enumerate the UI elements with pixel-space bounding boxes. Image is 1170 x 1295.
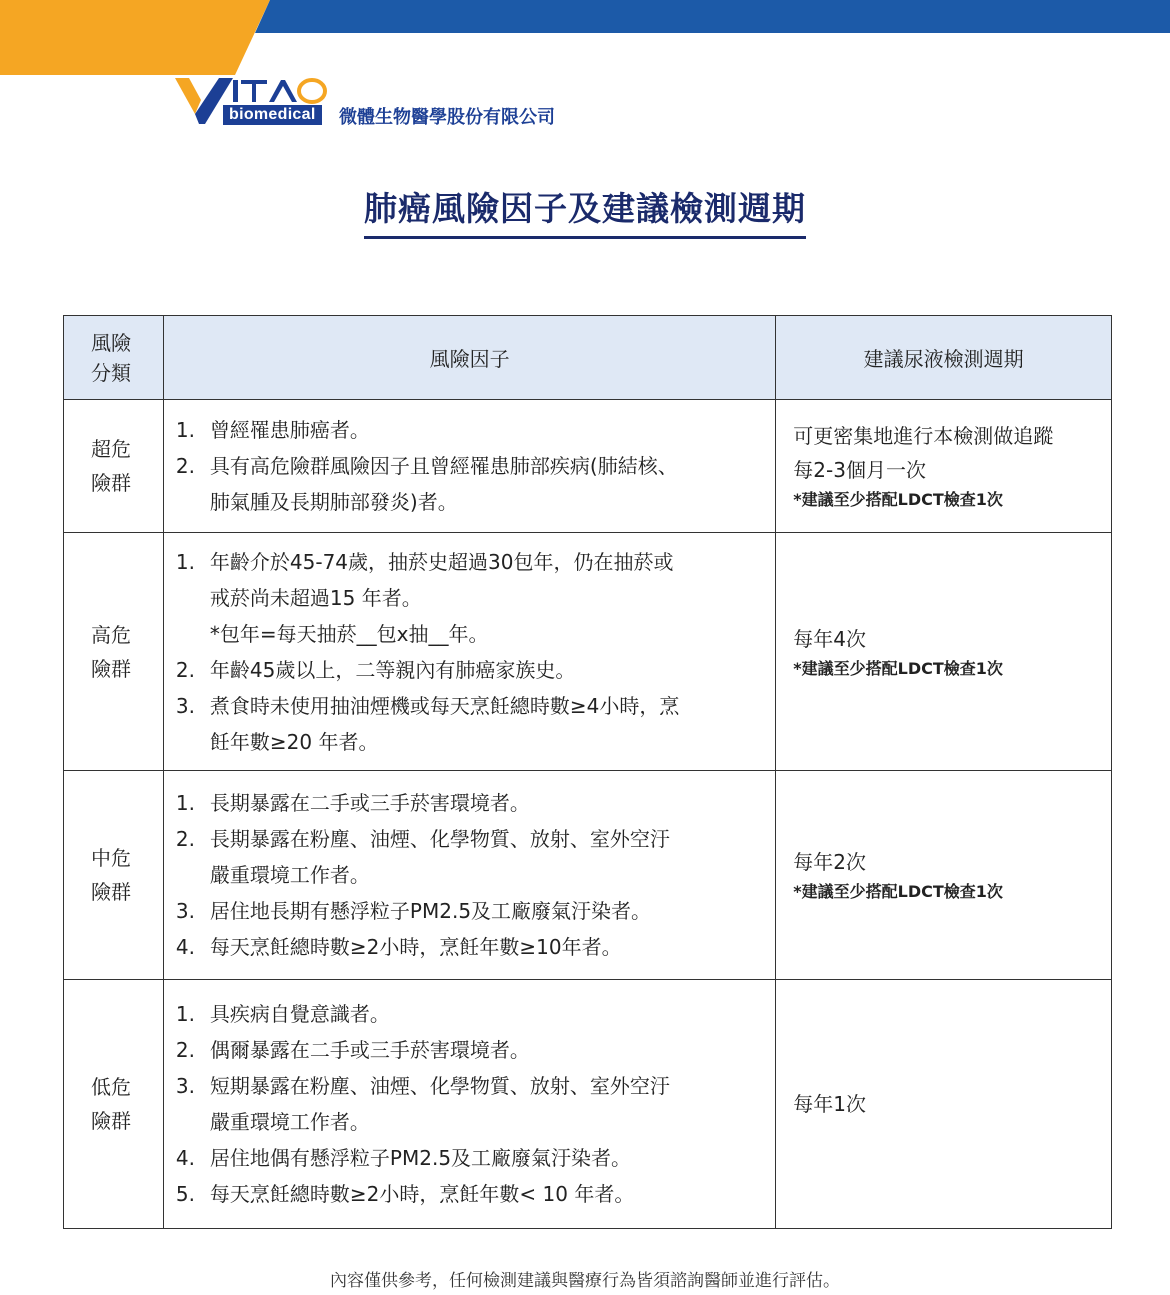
page-title-wrap [0, 183, 1170, 239]
item-number: 3. [175, 693, 196, 718]
ldct-note: *建議至少搭配LDCT檢查1次 [793, 882, 1003, 901]
item-number: 2. [175, 657, 196, 682]
category-line1: 高危 [91, 622, 131, 647]
category-line2: 險群 [91, 656, 131, 681]
disclaimer-footer: 內容僅供參考，任何檢測建議與醫療行為皆須諮詢醫師並進行評估。 [330, 1271, 840, 1291]
item-number: 2. [175, 827, 196, 851]
interval-text: 每年2次 [793, 850, 867, 874]
factor-text: 具有高危險群風險因子且曾經罹患肺部疾病(肺結核、 [209, 454, 678, 478]
factor-text: 每天烹飪總時數≥2小時，烹飪年數< 10 年者。 [209, 1182, 635, 1206]
category-line2: 險群 [91, 1109, 131, 1133]
factor-text: 長期暴露在粉塵、油煙、化學物質、放射、室外空汙 [209, 827, 670, 851]
interval-text: 每年4次 [793, 626, 867, 651]
category-line2: 險群 [91, 471, 131, 495]
item-number: 1. [175, 791, 196, 815]
factor-text: 飪年數≥20 年者。 [209, 729, 379, 754]
risk-category [64, 980, 164, 1229]
test-interval [776, 400, 1112, 533]
list-item [176, 1140, 767, 1176]
risk-factors [163, 771, 775, 980]
header-category-line1: 風險 [91, 330, 131, 355]
factor-text: 嚴重環境工作者。 [209, 1110, 370, 1134]
item-number: 3. [175, 1074, 196, 1098]
table-row [64, 400, 1112, 533]
factor-text: 長期暴露在二手或三手菸害環境者。 [209, 791, 530, 815]
factor-text: 年齡45歲以上，二等親內有肺癌家族史。 [209, 657, 576, 682]
factor-text: 每天烹飪總時數≥2小時，烹飪年數≥10年者。 [209, 935, 622, 959]
factor-text: 短期暴露在粉塵、油煙、化學物質、放射、室外空汙 [209, 1074, 670, 1098]
risk-factors [163, 400, 775, 533]
header-factors: 風險因子 [163, 316, 775, 400]
list-item [176, 1176, 767, 1212]
category-line2: 險群 [91, 880, 131, 904]
list-item [176, 448, 767, 520]
list-item [176, 652, 767, 688]
factor-text: 曾經罹患肺癌者。 [209, 418, 370, 442]
list-item [176, 785, 767, 821]
risk-table [63, 315, 1112, 1229]
risk-category [64, 533, 164, 771]
test-interval [776, 771, 1112, 980]
factor-text: 居住地長期有懸浮粒子PM2.5及工廠廢氣汙染者。 [209, 899, 652, 923]
factor-text: 具疾病自覺意識者。 [209, 1002, 390, 1026]
interval-text: 每2-3個月一次 [793, 458, 926, 482]
factor-text: 煮食時未使用抽油煙機或每天烹飪總時數≥4小時，烹 [209, 693, 680, 718]
interval-text: 每年1次 [793, 1092, 867, 1116]
company-logo [175, 74, 595, 126]
table-row [64, 771, 1112, 980]
category-line1: 中危 [91, 846, 131, 870]
test-interval [776, 533, 1112, 771]
header-banner [0, 0, 1170, 75]
table-header-row [64, 316, 1112, 400]
test-interval [776, 980, 1112, 1229]
list-item [176, 544, 767, 652]
item-number: 1. [175, 1002, 196, 1026]
factor-text: 戒菸尚未超過15 年者。 [209, 585, 422, 610]
risk-factors [163, 980, 775, 1229]
list-item [176, 1068, 767, 1140]
item-number: 2. [175, 454, 196, 478]
header-category [64, 316, 164, 400]
item-number: 2. [175, 1038, 196, 1062]
company-name: 微體生物醫學股份有限公司 [339, 107, 555, 128]
list-item [176, 412, 767, 448]
category-line1: 低危 [91, 1075, 131, 1099]
factor-text: 嚴重環境工作者。 [209, 863, 370, 887]
factor-text: 偶爾暴露在二手或三手菸害環境者。 [209, 1038, 530, 1062]
risk-factors [163, 533, 775, 771]
factor-text: 年齡介於45-74歲，抽菸史超過30包年，仍在抽菸或 [209, 549, 674, 574]
table-row [64, 533, 1112, 771]
factor-text: 居住地偶有懸浮粒子PM2.5及工廠廢氣汙染者。 [209, 1146, 632, 1170]
factor-text: 肺氣腫及長期肺部發炎)者。 [209, 490, 458, 514]
list-item [176, 929, 767, 965]
item-number: 1. [175, 418, 196, 442]
list-item [176, 893, 767, 929]
interval-text: 可更密集地進行本檢測做追蹤 [793, 424, 1054, 448]
item-number: 5. [175, 1182, 196, 1206]
list-item [176, 688, 767, 760]
list-item [176, 1032, 767, 1068]
ldct-note: *建議至少搭配LDCT檢查1次 [793, 658, 1003, 678]
category-line1: 超危 [91, 437, 131, 461]
item-number: 4. [175, 1146, 196, 1170]
header-category-line2: 分類 [91, 360, 131, 385]
item-number: 1. [175, 549, 196, 574]
list-item [176, 996, 767, 1032]
table-row [64, 980, 1112, 1229]
item-number: 3. [175, 899, 196, 923]
page-title: 肺癌風險因子及建議檢測週期 [364, 183, 806, 239]
risk-category [64, 400, 164, 533]
header-interval: 建議尿液檢測週期 [776, 316, 1112, 400]
risk-category [64, 771, 164, 980]
ldct-note: *建議至少搭配LDCT檢查1次 [793, 490, 1003, 509]
list-item [176, 821, 767, 893]
logo-biomedical-label: biomedical [223, 105, 322, 125]
factor-text: *包年=每天抽菸__包x抽__年。 [209, 621, 489, 646]
item-number: 4. [175, 935, 196, 959]
